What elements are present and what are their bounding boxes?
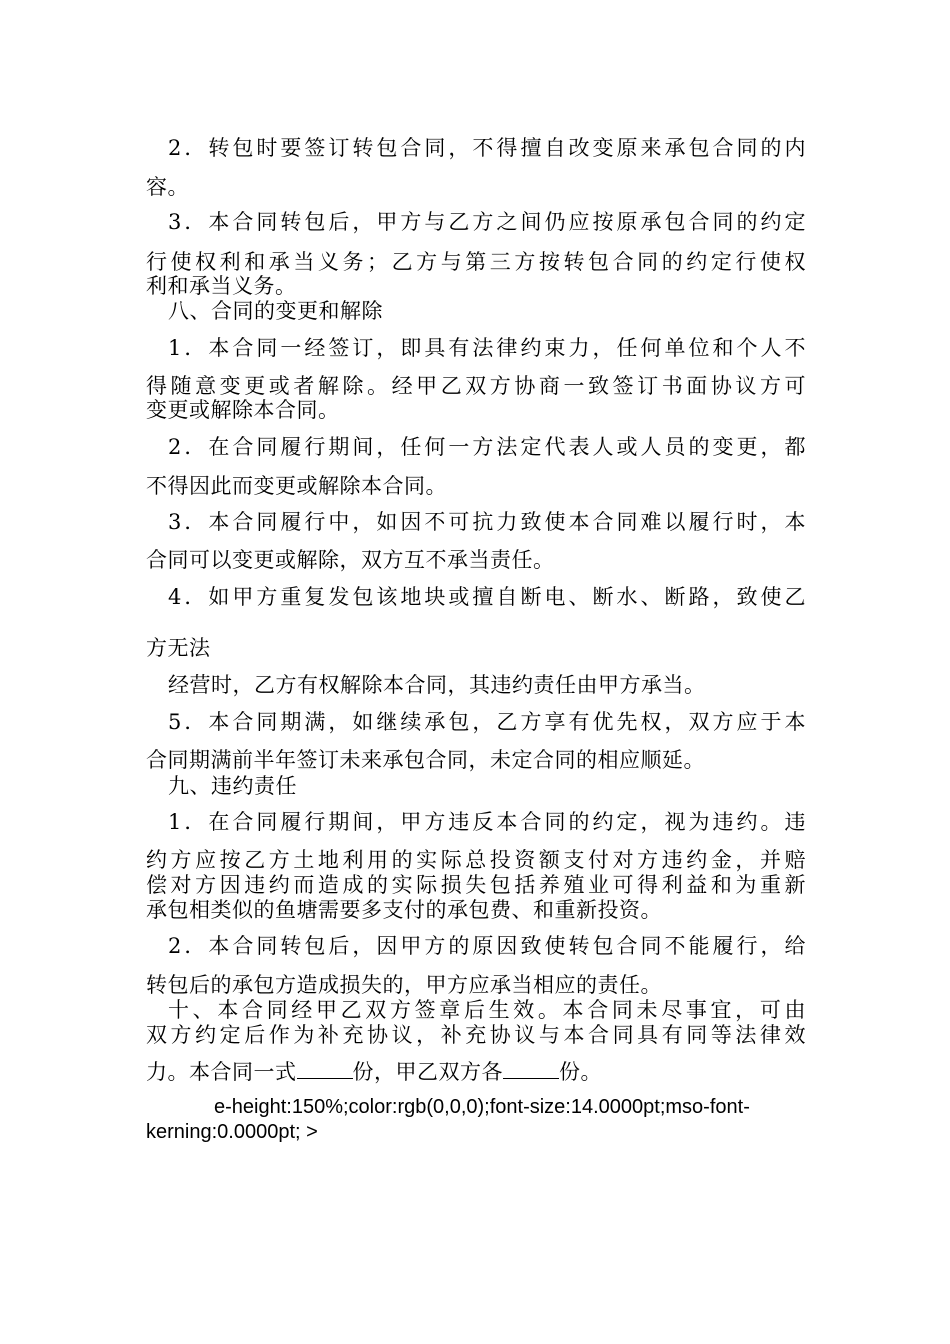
section-heading: 八、合同的变更和解除 <box>168 299 383 323</box>
paragraph-line: 方无法 <box>146 636 211 660</box>
paragraph-line: 不得因此而变更或解除本合同。 <box>146 474 447 498</box>
paragraph-line: 1．在合同履行期间，甲方违反本合同的约定，视为违约。违 <box>168 810 806 834</box>
paragraph-line: 3．本合同转包后，甲方与乙方之间仍应按原承包合同的约定 <box>168 210 806 234</box>
paragraph-line: 合同可以变更或解除，双方互不承当责任。 <box>146 548 555 572</box>
copies-each-blank <box>503 1060 559 1079</box>
paragraph-line: 容。 <box>146 175 189 199</box>
paragraph-line: 十、本合同经甲乙双方签章后生效。本合同未尽事宜，可由 <box>168 998 806 1022</box>
paragraph-line: 偿对方因违约而造成的实际损失包括养殖业可得利益和为重新 <box>146 873 806 897</box>
paragraph-line: 转包后的承包方造成损失的，甲方应承当相应的责任。 <box>146 973 662 997</box>
paragraph-line: 合同期满前半年签订未来承包合同，未定合同的相应顺延。 <box>146 748 705 772</box>
signature-count-line <box>146 1059 806 1085</box>
paragraph-line: 得随意变更或者解除。经甲乙双方协商一致签订书面协议方可 <box>146 374 806 398</box>
copies-total-blank <box>297 1060 353 1079</box>
copies-text-end: 份。 <box>559 1060 602 1084</box>
paragraph-line: 2．本合同转包后，因甲方的原因致使转包合同不能履行，给 <box>168 934 806 958</box>
paragraph-line: 变更或解除本合同。 <box>146 398 340 422</box>
stray-style-code: e-height:150%;color:rgb(0,0,0);font-size:14.0000pt;mso-font- <box>214 1096 750 1118</box>
paragraph-line: 4．如甲方重复发包该地块或擅自断电、断水、断路，致使乙 <box>168 585 806 609</box>
paragraph-line: 利和承当义务。 <box>146 274 297 298</box>
paragraph-line: 3．本合同履行中，如因不可抗力致使本合同难以履行时，本 <box>168 510 806 534</box>
copies-text-start: 力。本合同一式 <box>146 1060 297 1084</box>
paragraph-line: 2．转包时要签订转包合同，不得擅自改变原来承包合同的内 <box>168 136 806 160</box>
stray-style-code: kerning:0.0000pt; > <box>146 1121 318 1143</box>
paragraph-line: 行使权利和承当义务；乙方与第三方按转包合同的约定行使权 <box>146 250 806 274</box>
paragraph-line: 经营时，乙方有权解除本合同，其违约责任由甲方承当。 <box>168 673 706 697</box>
section-heading: 九、违约责任 <box>168 774 297 798</box>
paragraph-line: 1．本合同一经签订，即具有法律约束力，任何单位和个人不 <box>168 336 806 360</box>
copies-text-middle: 份，甲乙双方各 <box>352 1060 503 1084</box>
paragraph-line: 约方应按乙方土地利用的实际总投资额支付对方违约金，并赔 <box>146 848 806 872</box>
paragraph-line: 双方约定后作为补充协议，补充协议与本合同具有同等法律效 <box>146 1023 806 1047</box>
paragraph-line: 2．在合同履行期间，任何一方法定代表人或人员的变更，都 <box>168 435 806 459</box>
paragraph-line: 承包相类似的鱼塘需要多支付的承包费、和重新投资。 <box>146 898 662 922</box>
paragraph-line: 5．本合同期满，如继续承包，乙方享有优先权，双方应于本 <box>168 710 806 734</box>
